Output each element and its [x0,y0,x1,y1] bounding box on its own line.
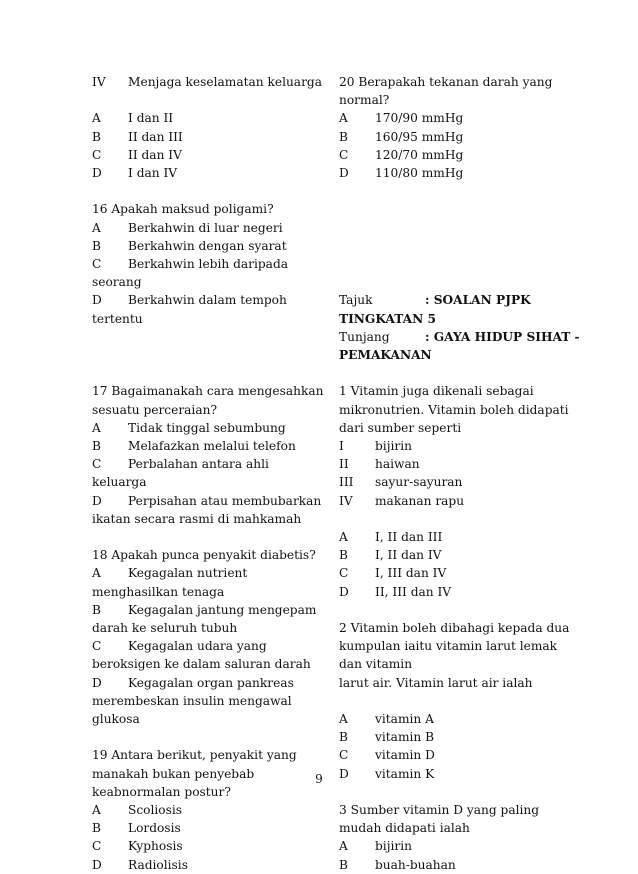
option-b: B vitamin B [339,730,435,745]
option-d: D I dan IV [92,166,178,180]
option-c: C I, III dan IV [339,566,447,581]
option-a: A vitamin A [339,711,434,726]
question-1-cont: mikronutrien. Vitamin boleh didapati [339,402,569,417]
question-20: 20 Berapakah tekanan darah yang [339,75,553,89]
question-2-cont: larut air. Vitamin larut air ialah [339,675,533,690]
question-20-cont: normal? [339,93,390,108]
question-2-cont: kumpulan iaitu vitamin larut lemak [339,639,558,654]
question-1-cont: dari sumber seperti [339,420,462,435]
option-d: D Kegagalan organ pankreas [92,675,294,690]
option-b: B buah-buahan [339,857,456,872]
option-a: A bijirin [339,839,412,854]
question-17-cont: sesuatu perceraian? [92,402,217,417]
option-c: C II dan IV [92,147,182,162]
tunjang-cont: PEMAKANAN [339,347,432,362]
tunjang-line: Tunjang : GAYA HIDUP SIHAT - [339,329,580,344]
option-b: B Kegagalan jantung mengepam [92,602,317,617]
roman-item: I bijirin [339,438,412,453]
question-19-cont: manakah bukan penyebab [92,766,255,781]
option-continuation: menghasilkan tenaga [92,584,225,599]
option-continuation: tertentu [92,311,143,326]
option-b: B Lordosis [92,821,181,836]
option-a: A I dan II [92,111,174,126]
question-19-cont: keabnormalan postur? [92,784,231,799]
option-a: A I, II dan III [339,529,443,544]
option-d: D 110/80 mmHg [339,166,464,181]
option-continuation: keluarga [92,475,147,490]
roman-item-iv: IV Menjaga keselamatan keluarga [92,75,322,89]
option-a: A Berkahwin di luar negeri [92,220,283,235]
option-a: A Tidak tinggal sebumbung [92,420,286,435]
option-c: C Kyphosis [92,839,183,854]
option-d: D Perpisahan atau membubarkan [92,493,322,508]
option-continuation: glukosa [92,712,140,727]
right-column [339,73,580,874]
question-16: 16 Apakah maksud poligami? [92,202,274,217]
tajuk-line: Tajuk : SOALAN PJPK [339,293,531,308]
option-a: A Kegagalan nutrient [92,566,248,581]
option-b: B 160/95 mmHg [339,129,464,144]
option-d: D Radiolisis [92,857,188,872]
option-d: D vitamin K [339,766,435,781]
option-b: B II dan III [92,129,183,144]
question-2: 2 Vitamin boleh dibahagi kepada dua [339,620,570,635]
option-d: D Berkahwin dalam tempoh [92,293,287,308]
option-continuation: beroksigen ke dalam saluran darah [92,657,311,672]
option-b: B Berkahwin dengan syarat [92,238,287,253]
roman-item: II haiwan [339,457,420,472]
option-continuation: ikatan secara rasmi di mahkamah [92,511,302,526]
option-b: B Melafazkan melalui telefon [92,438,296,453]
option-c: C Berkahwin lebih daripada [92,257,289,271]
left-column [92,73,324,874]
question-2-cont: dan vitamin [339,657,413,672]
tajuk-cont: TINGKATAN 5 [339,311,436,326]
option-b: B I, II dan IV [339,548,442,563]
question-18: 18 Apakah punca penyakit diabetis? [92,548,316,563]
option-continuation: merembeskan insulin mengawal [92,693,292,708]
option-c: C vitamin D [339,748,435,763]
question-19: 19 Antara berikut, penyakit yang [92,748,297,763]
roman-item: IV makanan rapu [339,493,465,508]
option-c: C Perbalahan antara ahli [92,457,269,472]
option-continuation: darah ke seluruh tubuh [92,621,238,635]
question-17: 17 Bagaimanakah cara mengesahkan [92,384,324,399]
option-continuation: seorang [92,275,142,290]
option-c: C 120/70 mmHg [339,147,464,162]
question-3: 3 Sumber vitamin D yang paling [339,802,540,817]
roman-item: III sayur-sayuran [339,475,463,490]
option-a: A Scoliosis [92,803,183,818]
page-number: 9 [315,772,323,786]
question-1: 1 Vitamin juga dikenali sebagai [339,384,534,399]
question-3-cont: mudah didapati ialah [339,821,470,836]
option-a: A 170/90 mmHg [339,111,464,126]
option-d: D II, III dan IV [339,584,452,599]
option-c: C Kegagalan udara yang [92,639,267,654]
